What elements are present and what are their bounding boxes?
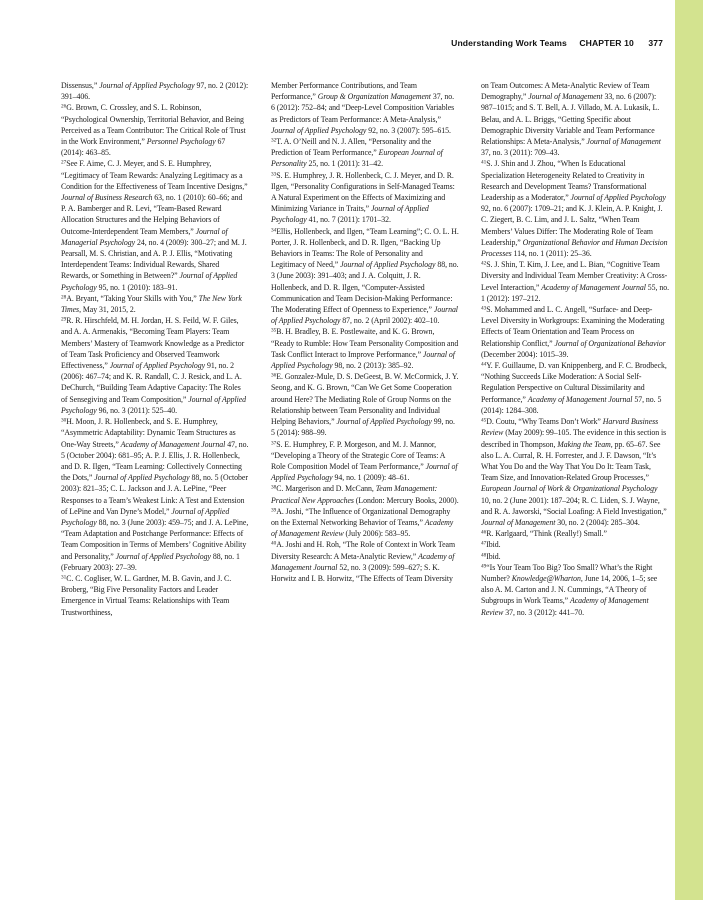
endnote: $^{43}$S. Mohammed and L. C. Angell, “Surface- and Deep-Level Diversity in Workgroups: Examining the Moderating Effects of Team Orientation and Team Process on Relationship Conflict,” Journal of Organizational Behavior (December 2004): 1015–39.: [481, 305, 666, 359]
endnote: $^{36}$E. Gonzalez-Mule, D. S. DeGeest, B. W. McCormick, J. Y. Seong, and K. G. Brown, “Can We Get Some Cooperation around Here? The Mediating Role of Group Norms on the Relationship between Team Personality and Individual Helping Behaviors,” Journal of Applied Psychology 99, no. 5 (2014): 988–99.: [271, 372, 459, 438]
notes-column-middle: [271, 80, 459, 880]
endnote: $^{31}$C. C. Cogliser, W. L. Gardner, M. B. Gavin, and J. C. Broberg, “Big Five Personality Factors and Leader Emergence in Virtual Teams: Relationships with Team Trustworthiness,: [61, 573, 232, 617]
notes-column-left: [61, 80, 249, 880]
chapter-side-tab: [675, 0, 703, 900]
endnote: $^{34}$Ellis, Hollenbeck, and Ilgen, “Team Learning”; C. O. L. H. Porter, J. R. Hollenbeck, and D. R. Ilgen, “Backing Up Behaviors in Teams: The Role of Personality and Legitimacy of Need,” Journal of Applied Psychology 88, no. 3 (June 2003): 391–403; and J. A. Colquitt, J. R. Hollenbeck, and D. R. Ilgen, “Computer-Assisted Communication and Team Decision-Making Performance: The Moderating Effect of Openness to Experience,” Journal of Applied Psychology 87, no. 2 (April 2002): 402–10.: [271, 226, 459, 326]
endnote: $^{39}$A. Joshi, “The Influence of Organizational Demography on the External Networking Behavior of Teams,” Academy of Management Review (July 2006): 583–95.: [271, 506, 454, 539]
endnotes-columns: [61, 80, 669, 880]
endnote: $^{44}$Y. F. Guillaume, D. van Knippenberg, and F. C. Brodbeck, “Nothing Succeeds Like Moderation: A Social Self-Regulation Perspective on Cultural Dissimilarity and Performance,” Academy of Management Journal 57, no. 5 (2014): 1284–308.: [481, 361, 667, 415]
endnote: $^{47}$Ibid.: [481, 540, 501, 550]
endnote: $^{42}$S. J. Shin, T. Kim, J. Lee, and L. Bian, “Cognitive Team Diversity and Individual Team Member Creativity: A Cross-Level Interaction,” Academy of Management Journal 55, no. 1 (2012): 197–212.: [481, 260, 669, 303]
endnote: $^{37}$S. E. Humphrey, F. P. Morgeson, and M. J. Mannor, “Developing a Theory of the Strategic Core of Teams: A Role Composition Model of Team Performance,” Journal of Applied Psychology 94, no. 1 (2009): 48–61.: [271, 439, 458, 483]
endnote: $^{46}$R. Karlgaard, “Think (Really!) Small.”: [481, 529, 607, 539]
endnote: $^{30}$H. Moon, J. R. Hollenbeck, and S. E. Humphrey, “Asymmetric Adaptability: Dynamic Team Structures as One-Way Streets,” Academy of Management Journal 47, no. 5 (October 2004): 681–95; A. P. J. Ellis, J. R. Hollenbeck, and D. R. Ilgen, “Team Learning: Collectively Connecting the Dots,” Journal of Applied Psychology 88, no. 5 (October 2003): 821–35; C. L. Jackson and J. A. LePine, “Peer Responses to a Team’s Weakest Link: A Test and Extension of LePine and Van Dyne’s Model,” Journal of Applied Psychology 88, no. 3 (June 2003): 459–75; and J. A. LePine, “Team Adaptation and Postchange Performance: Effects of Team Composition in Terms of Members’ Cognitive Ability and Personality,” Journal of Applied Psychology 88, no. 1 (February 2003): 27–39.: [61, 417, 249, 572]
endnote: $^{27}$See F. Aime, C. J. Meyer, and S. E. Humphrey, “Legitimacy of Team Rewards: Analyzing Legitimacy as a Condition for the Effectiveness of Team Incentive Designs,” Journal of Business Research 63, no. 1 (2010): 60–66; and P. A. Bamberger and R. Levi, “Team-Based Reward Allocation Structures and the Helping Behaviors of Outcome-Interdependent Team Members,” Journal of Managerial Psychology 24, no. 4 (2009): 300–27; and M. J. Pearsall, M. S. Christian, and A. P. J. Ellis, “Motivating Interdependent Teams: Individual Rewards, Shared Rewards, or Something in Between?” Journal of Applied Psychology 95, no. 1 (2010): 183–91.: [61, 159, 248, 292]
chapter-label: CHAPTER 10: [579, 38, 634, 48]
endnote: $^{28}$A. Bryant, “Taking Your Skills with You,” The New York Times, May 31, 2015, 2.: [61, 293, 242, 315]
endnote: $^{41}$S. J. Shin and J. Zhou, “When Is Educational Specialization Heterogeneity Related to Creativity in Research and Development Teams? Transformational Leadership as a Moderator,” Journal of Applied Psychology 92, no. 6 (2007): 1709–21; and K. J. Klein, A. P. Knight, J. C. Ziegert, B. C. Lim, and J. L. Saltz, “When Team Members’ Values Differ: The Moderating Role of Team Leadership,” Organizational Behavior and Human Decision Processes 114, no. 1 (2011): 25–36.: [481, 159, 668, 259]
running-header: [0, 38, 663, 48]
endnote: $^{48}$Ibid.: [481, 551, 501, 561]
endnote: $^{38}$C. Margerison and D. McCann, Team Management: Practical New Approaches (London: Mercury Books, 2000).: [271, 484, 459, 505]
endnote: $^{32}$T. A. O’Neill and N. J. Allen, “Personality and the Prediction of Team Performance,” European Journal of Personality 25, no. 1 (2011): 31–42.: [271, 137, 443, 169]
endnote: $^{35}$B. H. Bradley, B. E. Postlewaite, and K. G. Brown, “Ready to Rumble: How Team Personality Composition and Task Conflict Interact to Improve Performance,” Journal of Applied Psychology 98, no. 2 (2013): 385–92.: [271, 327, 459, 371]
endnote: $^{49}$“Is Your Team Too Big? Too Small? What’s the Right Number? Knowledge@Wharton, June 14, 2006, 1–5; see also A. M. Carton and J. N. Cummings, “A Theory of Subgroups in Work Teams,” Academy of Management Review 37, no. 3 (2012): 441–70.: [481, 562, 658, 617]
endnote: Member Performance Contributions, and Team Performance,” Group & Organization Management 37, no. 6 (2012): 752–84; and “Deep-Level Composition Variables as Predictors of Team Performance: A Meta-Analysis,” Journal of Applied Psychology 92, no. 3 (2007): 595–615.: [271, 81, 455, 135]
endnote: $^{26}$G. Brown, C. Crossley, and S. L. Robinson, “Psychological Ownership, Territorial Behavior, and Being Perceived as a Team Contributor: The Critical Role of Trust in the Work Environment,” Personnel Psychology 67 (2014): 463–85.: [61, 103, 246, 158]
endnote: $^{29}$R. R. Hirschfeld, M. H. Jordan, H. S. Feild, W. F. Giles, and A. A. Armenakis, “Becoming Team Players: Team Members’ Mastery of Teamwork Knowledge as a Predictor of Team Task Proficiency and Observed Teamwork Effectiveness,” Journal of Applied Psychology 91, no. 2 (2006): 467–74; and K. R. Randall, C. J. Resick, and L. A. DeChurch, “Building Team Adaptive Capacity: The Roles of Sensegiving and Team Composition,” Journal of Applied Psychology 96, no. 3 (2011): 525–40.: [61, 316, 247, 415]
page-number: 377: [648, 38, 663, 48]
notes-column-right: [481, 80, 669, 880]
endnote: Dissensus,” Journal of Applied Psychology 97, no. 2 (2012): 391–406.: [61, 81, 249, 102]
book-section-title: Understanding Work Teams: [451, 38, 567, 48]
endnote: $^{40}$A. Joshi and H. Roh, “The Role of Context in Work Team Diversity Research: A Meta-Analytic Review,” Academy of Management Journal 52, no. 3 (2009): 599–627; S. K. Horwitz and I. B. Horwitz, “The Effects of Team Diversity: [271, 540, 456, 583]
endnote: $^{45}$D. Coutu, “Why Teams Don’t Work” Harvard Business Review (May 2009): 99–105. The evidence in this section is described in Thompson, Making the Team, pp. 65–67. See also L. A. Curral, R. H. Forrester, and J. F. Dawson, “It’s What You Do and the Way That You Do It: Team Task, Team Size, and Innovation-Related Group Processes,” European Journal of Work & Organizational Psychology 10, no. 2 (June 2001): 187–204; R. C. Liden, S. J. Wayne, and R. A. Jaworski, “Social Loafing: A Field Investigation,” Journal of Management 30, no. 2 (2004): 285–304.: [481, 417, 667, 527]
endnote: $^{33}$S. E. Humphrey, J. R. Hollenbeck, C. J. Meyer, and D. R. Ilgen, “Personality Configurations in Self-Managed Teams: A Natural Experiment on the Effects of Maximizing and Minimizing Variance in Traits,” Journal of Applied Psychology 41, no. 7 (2011): 1701–32.: [271, 170, 455, 225]
endnote: on Team Outcomes: A Meta-Analytic Review of Team Demography,” Journal of Management 33, no. 6 (2007): 987–1015; and S. T. Bell, A. J. Villado, M. A. Lukasik, L. Belau, and A. L. Briggs, “Getting Specific about Demographic Diversity Variable and Team Performance Relationships: A Meta-Analysis,” Journal of Management 37, no. 3 (2011): 709–43.: [481, 81, 661, 158]
